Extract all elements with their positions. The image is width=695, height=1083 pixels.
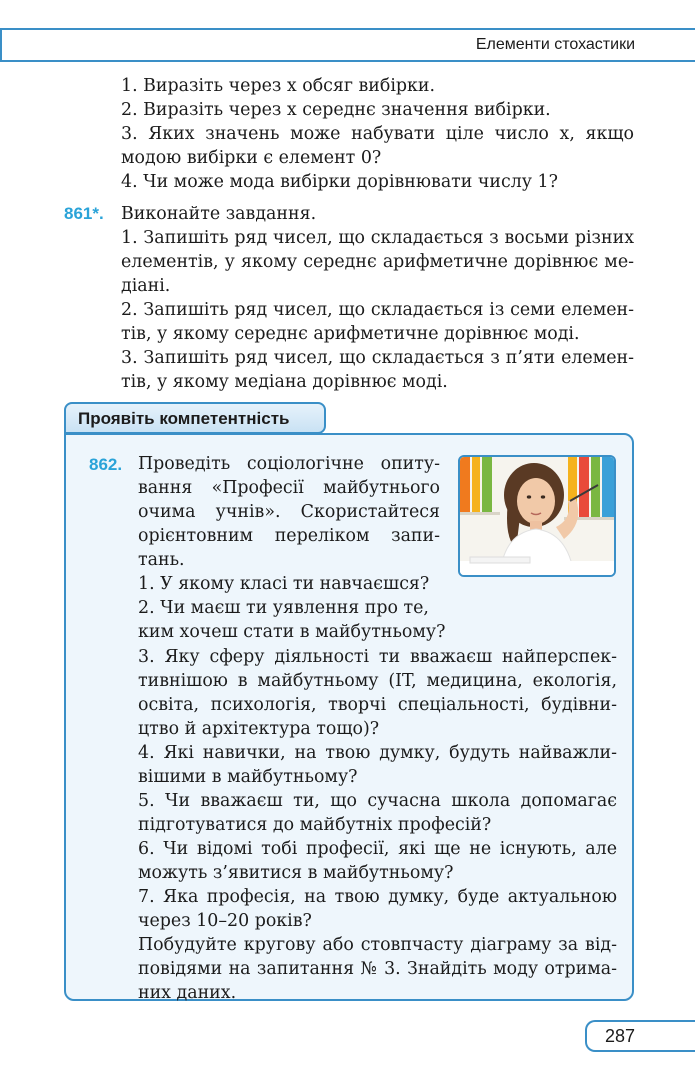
competence-tab-label: Проявіть компетентність — [78, 409, 290, 428]
task-line: очима учнів». Скористайтеся — [138, 502, 440, 522]
header-band — [0, 28, 695, 62]
task-line: орієнтовним переліком запи- — [138, 526, 440, 546]
section-title: Елементи стохастики — [475, 36, 635, 53]
task-line: 7. Яка професія, на твою думку, буде актуальною — [138, 887, 617, 907]
student-illustration — [460, 457, 614, 575]
task-line: ким хочеш стати в майбутньому? — [138, 622, 446, 642]
task-line: Проведіть соціологічне опиту- — [138, 454, 440, 474]
competence-tab — [64, 402, 326, 434]
task-line: тань. — [138, 550, 185, 570]
task-line: вання «Професії майбутнього — [138, 478, 440, 498]
prev-item: 3. Яких значень може набувати ціле число x, якщо — [121, 124, 634, 144]
task-line: через 10–20 років? — [138, 911, 312, 931]
task-line: тивнішою в майбутньому (IT, медицина, екологія, — [138, 671, 617, 691]
student-photo — [458, 455, 616, 577]
task-line: 2. Запишіть ряд чисел, що складається із семи елемен- — [121, 300, 634, 320]
task-line: діані. — [121, 276, 171, 296]
task-line: цтво й архітектура тощо)? — [138, 719, 380, 739]
task-line: освіта, психологія, творчі спеціальності, будівни- — [138, 695, 617, 715]
task-line: повідями на запитання № 3. Знайдіть моду отрима- — [138, 959, 617, 979]
task-number-862: 862. — [89, 455, 123, 474]
task-line: них даних. — [138, 983, 237, 1003]
prev-item: модою вибірки є елемент 0? — [121, 148, 382, 168]
task-line: 1. У якому класі ти навчаєшся? — [138, 574, 430, 594]
task-line: Виконайте завдання. — [121, 204, 317, 224]
page-number: 287 — [605, 1026, 636, 1046]
task-line: 3. Яку сферу діяльності ти вважаєш найперспек- — [138, 647, 617, 667]
task-line: 3. Запишіть ряд чисел, що складається з п’яти елемен- — [121, 348, 634, 368]
task-number-861: 861*. — [64, 204, 104, 223]
task-line: 4. Які навички, на твою думку, будуть найважли- — [138, 743, 617, 763]
task-line: Побудуйте кругову або стовпчасту діаграму за від- — [138, 935, 617, 955]
prev-item: 4. Чи може мода вибірки дорівнювати числу 1? — [121, 172, 558, 192]
task-line: 1. Запишіть ряд чисел, що складається з восьми різних — [121, 228, 634, 248]
task-line: тів, у якому середнє арифметичне дорівнює моді. — [121, 324, 580, 344]
page-number-box — [585, 1020, 695, 1052]
task-line: підготуватися до майбутніх професій? — [138, 815, 492, 835]
task-line: 2. Чи маєш ти уявлення про те, — [138, 598, 429, 618]
prev-item: 2. Виразіть через x середнє значення вибірки. — [121, 100, 551, 120]
task-line: 6. Чи відомі тобі професії, які ще не існують, але — [138, 839, 617, 859]
task-line: 5. Чи вважаєш ти, що сучасна школа допомагає — [138, 791, 617, 811]
task-line: можуть з’явитися в майбутньому? — [138, 863, 454, 883]
prev-item: 1. Виразіть через x обсяг вибірки. — [121, 76, 436, 96]
task-line: елементів, у якому середнє арифметичне дорівнює ме- — [121, 252, 634, 272]
task-line: тів, у якому медіана дорівнює моді. — [121, 372, 448, 392]
task-line: вішими в майбутньому? — [138, 767, 358, 787]
